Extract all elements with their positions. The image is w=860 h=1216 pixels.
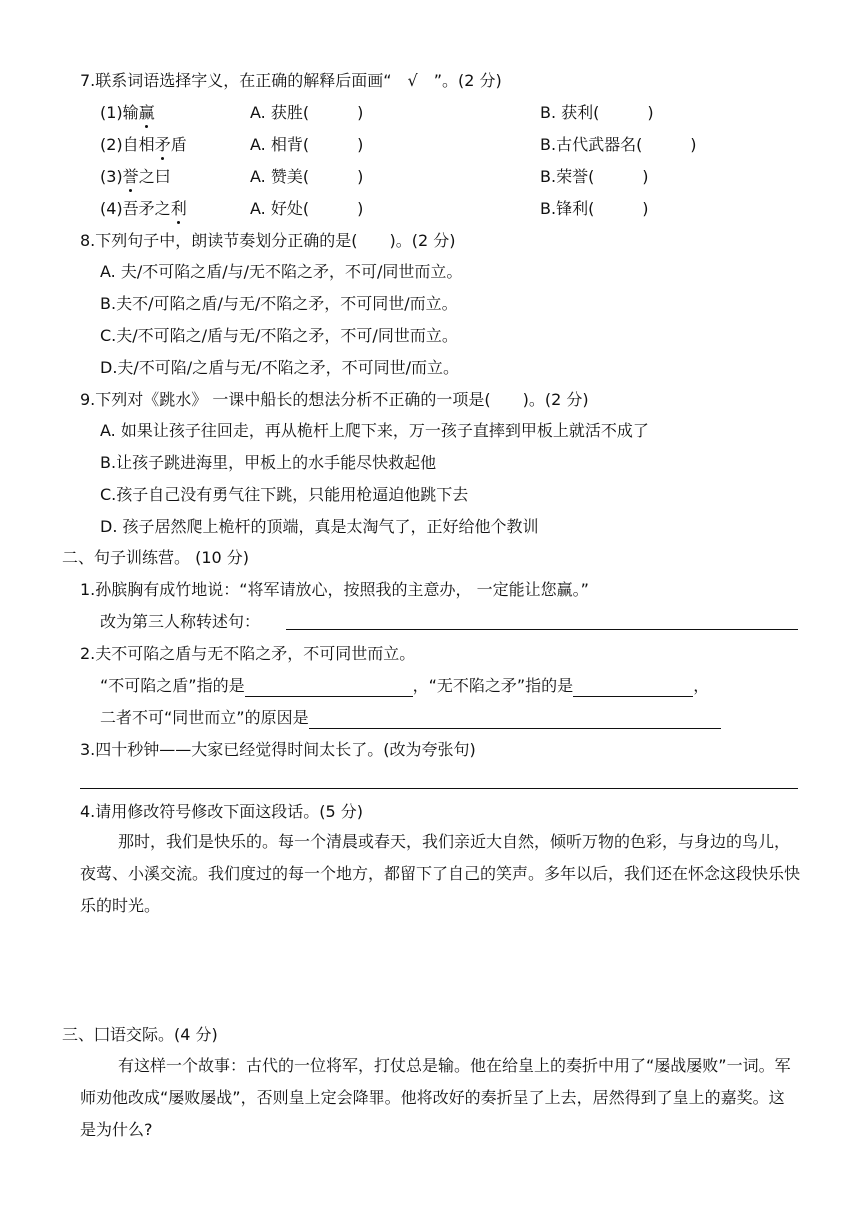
s2-q1-prompt: 改为第三人称转述句：	[100, 612, 261, 631]
q7-title: 7.联系词语选择字义，在正确的解释后面画“ √ ”。(2 分)	[80, 71, 502, 90]
section-3-title: 三、囗语交际。(4 分)	[62, 1025, 218, 1044]
q7-row-1-option-a: A. 获胜( )	[250, 103, 364, 122]
q7-row-4-option-b: B.锋利( )	[540, 199, 649, 218]
s2-q2-part2: ，“无不陷之矛”指的是	[412, 676, 574, 695]
s2-q2-blank-3[interactable]	[309, 710, 721, 729]
s2-q4-text: 4.请用修改符号修改下面这段话。(5 分)	[80, 802, 364, 821]
s2-q3-answer-line[interactable]	[80, 788, 798, 789]
q8-option-d: D.夫/不可陷/之盾与无/不陷之矛，不可同世/而立。	[100, 358, 459, 377]
s2-q2-part4: 二者不可“同世而立”的原因是	[100, 708, 309, 727]
q7-row-2-option-a: A. 相背( )	[250, 135, 364, 154]
s2-q2-part1: “不可陷之盾”指的是	[100, 676, 245, 695]
s2-q2-part3: ，	[693, 676, 710, 695]
q7-row-3-word: (3)誉之曰	[100, 167, 171, 186]
q9-option-c: C.孩子自己没有勇气往下跳，只能用枪逼迫他跳下去	[100, 485, 469, 504]
q9-option-d: D. 孩子居然爬上桅杆的顶端，真是太淘气了，正好给他个教训	[100, 517, 539, 536]
q7-row-3-option-b: B.荣誉( )	[540, 167, 649, 186]
s2-q2-reason-line	[100, 707, 721, 729]
q7-row-1-word: (1)输赢	[100, 103, 155, 122]
q7-row-2-word: (2)自相矛盾	[100, 135, 187, 154]
q8-option-c: C.夫/不可陷之/盾与无/不陷之矛，不可/同世而立。	[100, 326, 458, 345]
s2-q2-blank-2[interactable]	[573, 678, 693, 697]
s2-q2-text: 2.夫不可陷之盾与无不陷之矛，不可同世而立。	[80, 644, 416, 663]
q7-row-2-option-b: B.古代武器名( )	[540, 135, 697, 154]
q9-title: 9.下列对《跳水》 一课中船长的想法分析不正确的一项是( )。(2 分)	[80, 390, 589, 409]
q7-row-1-option-b: B. 获利( )	[540, 103, 654, 122]
q8-option-a: A. 夫/不可陷之盾/与/无不陷之矛，不可/同世而立。	[100, 262, 463, 281]
s3-passage: 有这样一个故事：古代的一位将军，打仗总是输。他在给皇上的奏折中用了“屡战屡败”一词。军师劝他改成“屡败屡战”，否则皇上定会降罪。他将改好的奏折呈了上去，居然得到了皇上的嘉奖。这是为什么?	[80, 1056, 791, 1139]
q7-row-4-word: (4)吾矛之利	[100, 199, 187, 218]
q9-option-b: B.让孩子跳进海里，甲板上的水手能尽快救起他	[100, 453, 437, 472]
q8-title: 8.下列句子中，朗读节奏划分正确的是( )。(2 分)	[80, 231, 456, 250]
q8-option-b: B.夫不/可陷之盾/与无/不陷之矛，不可同世/而立。	[100, 294, 458, 313]
q7-row-3-option-a: A. 赞美( )	[250, 167, 364, 186]
s2-q3-text: 3.四十秒钟——大家已经觉得时间太长了。(改为夸张句)	[80, 740, 476, 759]
section-2-title: 二、句子训练营。 (10 分)	[62, 548, 250, 567]
s2-q4-passage: 那时，我们是快乐的。每一个清晨或春天，我们亲近大自然，倾听万物的色彩，与身边的鸟儿，夜莺、小溪交流。我们度过的每一个地方，都留下了自己的笑声。多年以后，我们还在怀念这段快乐快乐的时光。	[80, 832, 801, 915]
q7-row-4-option-a: A. 好处( )	[250, 199, 364, 218]
s2-q1-answer-line[interactable]	[286, 629, 798, 630]
s2-q2-blanks-line	[100, 675, 709, 697]
s2-q1-text: 1.孙膑胸有成竹地说：“将军请放心，按照我的主意办， 一定能让您赢。”	[80, 580, 589, 599]
q9-option-a: A. 如果让孩子往回走，再从桅杆上爬下来，万一孩子直摔到甲板上就活不成了	[100, 421, 649, 440]
s2-q2-blank-1[interactable]	[245, 678, 413, 697]
